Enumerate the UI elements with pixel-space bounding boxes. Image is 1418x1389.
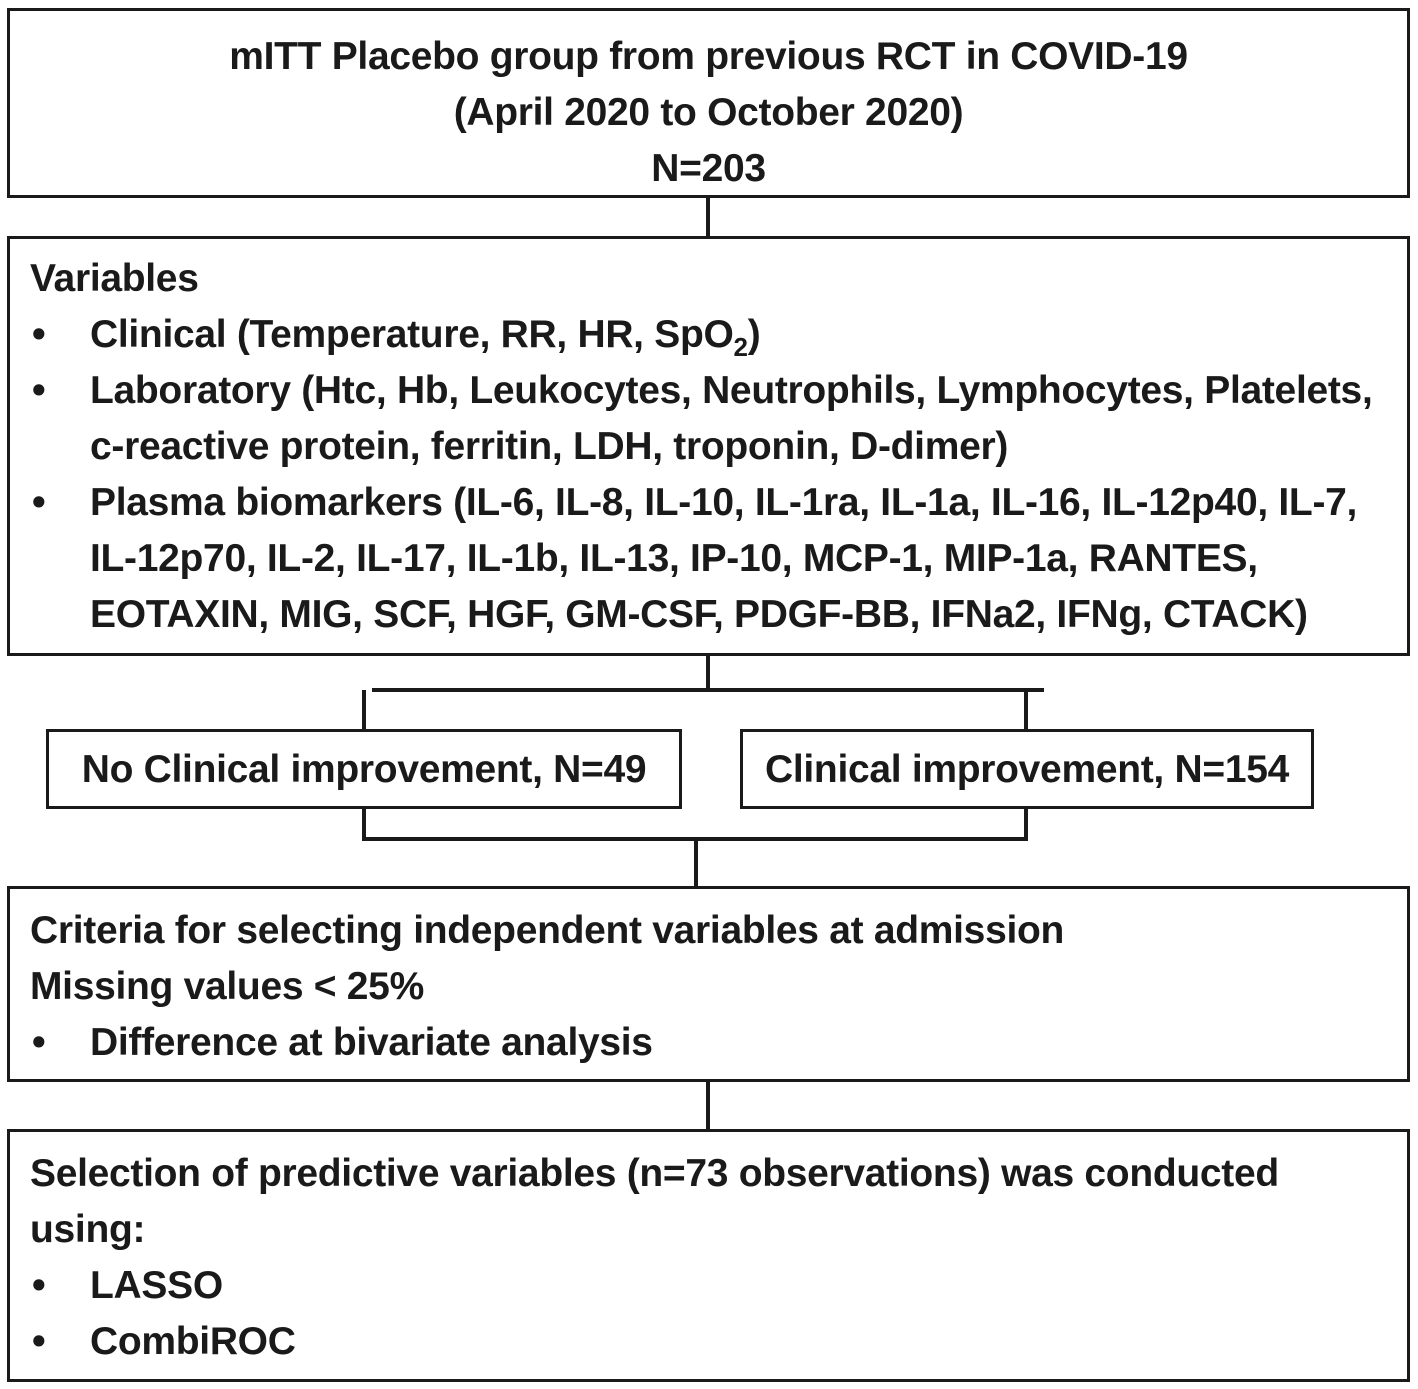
connector-2: [706, 656, 710, 690]
study-population-box: [7, 8, 1410, 198]
selection-title-line1: Selection of predictive variables (n=73 observations) was conducted: [30, 1152, 1279, 1195]
connector-4: [706, 1082, 710, 1130]
variables-plasma-line2: IL-12p70, IL-2, IL-17, IL-1b, IL-13, IP-10, MCP-1, MIP-1a, RANTES,: [90, 537, 1258, 580]
population-period: (April 2020 to October 2020): [453, 91, 964, 134]
connector-1: [706, 198, 710, 237]
connector-3: [694, 841, 698, 887]
criteria-bivariate: Difference at bivariate analysis: [90, 1021, 653, 1064]
bullet-lasso: •: [32, 1264, 46, 1307]
variables-plasma-line1: Plasma biomarkers (IL-6, IL-8, IL-10, IL-1ra, IL-1a, IL-16, IL-12p40, IL-7,: [90, 481, 1358, 524]
split-bar: [372, 688, 1044, 692]
criteria-missing: Missing values < 25%: [30, 965, 424, 1008]
selection-title-line2: using:: [30, 1208, 146, 1251]
variables-laboratory-line1: Laboratory (Htc, Hb, Leukocytes, Neutrophils, Lymphocytes, Platelets,: [90, 369, 1373, 412]
criteria-box: [7, 886, 1410, 1082]
bullet-plasma: •: [32, 481, 46, 524]
population-title: mITT Placebo group from previous RCT in COVID-19: [229, 35, 1188, 78]
split-left-drop: [362, 690, 366, 730]
improvement-label: Clinical improvement, N=154: [764, 748, 1290, 791]
no-improvement-box: [46, 729, 682, 809]
selection-combiroc: CombiROC: [90, 1320, 296, 1363]
variables-laboratory-line2: c-reactive protein, ferritin, LDH, troponin, D-dimer): [90, 425, 1009, 468]
selection-lasso: LASSO: [90, 1264, 223, 1307]
improvement-box: [740, 729, 1314, 809]
variables-clinical: Clinical (Temperature, RR, HR, SpO$_2$): [90, 313, 761, 362]
criteria-title: Criteria for selecting independent variables at admission: [30, 909, 1065, 952]
bullet-combiroc: •: [32, 1320, 46, 1363]
variables-box: [7, 236, 1410, 656]
variables-title: Variables: [30, 257, 199, 300]
bullet-laboratory: •: [32, 369, 46, 412]
variables-plasma-line3: EOTAXIN, MIG, SCF, HGF, GM-CSF, PDGF-BB, IFNa2, IFNg, CTACK): [90, 593, 1308, 636]
no-improvement-label: No Clinical improvement, N=49: [81, 748, 647, 791]
bullet-criteria: •: [32, 1021, 46, 1064]
selection-box: [7, 1129, 1410, 1382]
bullet-clinical: •: [32, 313, 46, 356]
population-count: N=203: [651, 147, 766, 190]
split-right-drop: [1024, 690, 1028, 730]
